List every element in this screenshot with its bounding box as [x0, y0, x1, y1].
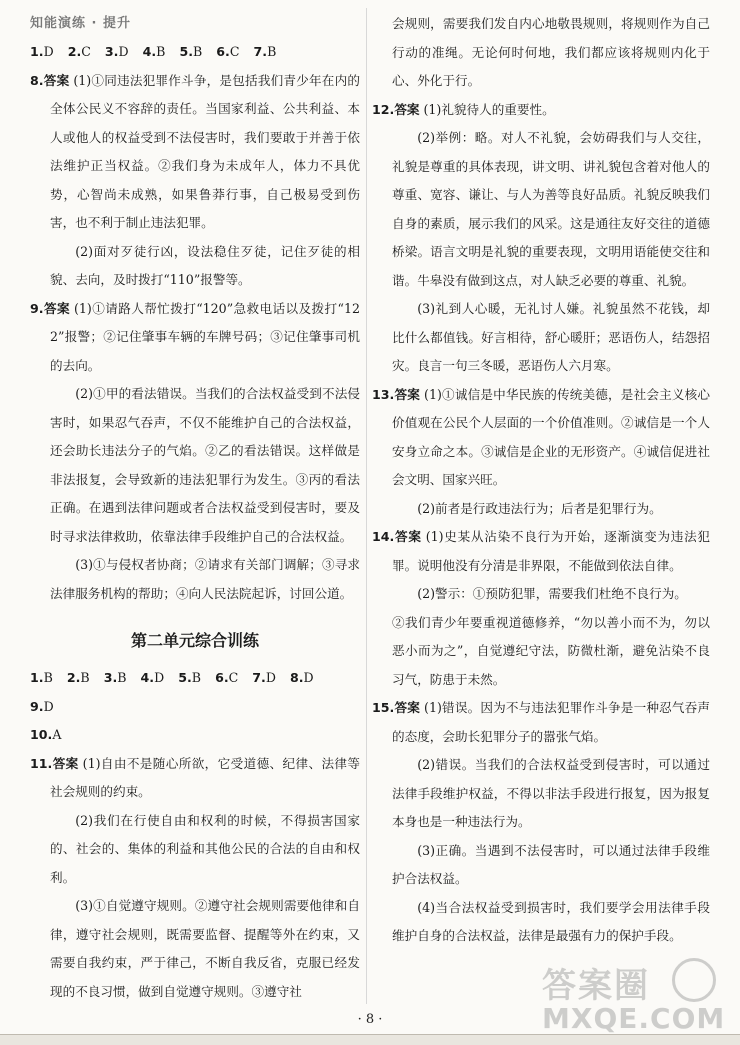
answer-label: 答案: [52, 755, 79, 771]
column-divider: [366, 8, 367, 1004]
mc-number: 5.: [179, 44, 193, 59]
mc-number: 5.: [178, 670, 192, 685]
q15-part2: (2)错误。当我们的合法权益受到侵害时，可以通过法律手段维护权益，不得以非法手段进行报复，因为报复本身也是一种违法行为。: [392, 757, 710, 829]
q8-part2: (2)面对歹徒行凶，设法稳住歹徒，记住歹徒的相貌、去向，及时拨打“110”报警等。: [50, 243, 360, 287]
answer-text: (1)史某从沾染不良行为开始，逐渐演变为违法犯罪。说明他没有分清是非界限，不能做到依法自律。: [392, 529, 711, 573]
mc-answer: A: [52, 727, 62, 742]
q11-answer: [30, 750, 360, 807]
answer-text: (1)①同违法犯罪作斗争，是包括我们青少年在内的全体公民义不容辞的责任。当国家利益、公共利益、本人或他人的权益受到不法侵害时，我们要敢于并善于依法维护正当权益。②我们身为未成年人，体力不具优势，心智尚未成熟，如果鲁莽行事，自己极易受到伤害，也不利于制止违法犯罪。: [50, 72, 361, 230]
question-number: 9.: [30, 300, 44, 316]
q11-part3: (3)①自觉遵守规则。②遵守社会规则需要他律和自律，遵守社会规则，既需要监督、提醒等外在约束，又需要自我约束，严于律己，不断自我反省，克服已经发现的不良习惯，做到自觉遵守规则。③遵守社: [50, 898, 360, 999]
q15-part3: (3)正确。当遇到不法侵害时，可以通过法律手段维护合法权益。: [392, 842, 710, 886]
right-column: [372, 10, 710, 951]
mc-number: 7.: [252, 670, 266, 685]
answer-label: 答案: [394, 529, 422, 544]
q8-answer: [30, 67, 360, 238]
mc-number: 1.: [30, 44, 44, 59]
mc-number: 3.: [104, 44, 119, 59]
mc-answer: C: [81, 44, 91, 59]
answer-text: (1)自由不是随心所欲，它受道德、纪律、法律等社会规则的约束。: [50, 755, 361, 799]
watermark-stamp-icon: [672, 958, 716, 1002]
section-heading: 知能演练 · 提升: [30, 16, 131, 31]
answer-text: (1)①诚信是中华民族的传统美德，是社会主义核心价值观在公民个人层面的一个价值准则。②诚信是一个人安身立命之本。③诚信是企业的无形资产。④诚信促进社会文明、国家兴旺。: [392, 386, 711, 487]
mc-answer: B: [156, 44, 166, 59]
mc-number: 8.: [289, 670, 304, 685]
mc-number: 6.: [215, 670, 229, 685]
mc-number: 3.: [103, 670, 118, 685]
answer-label: 答案: [394, 101, 420, 117]
mc-number: 7.: [253, 44, 268, 59]
question-number: 14.: [372, 529, 395, 544]
mc-answer: D: [43, 44, 54, 59]
mc-answer: B: [193, 44, 203, 59]
mc-number: 6.: [216, 44, 230, 59]
mc-number: 1.: [30, 670, 44, 685]
q11-part2: (2)我们在行使自由和权利的时候，不得损害国家的、社会的、集体的利益和其他公民的合法的自由和权利。: [50, 812, 360, 885]
watermark-text: 答案圈: [542, 966, 650, 1006]
mc-answers-2: [30, 664, 360, 721]
mc-answer: B: [191, 670, 202, 685]
q11-continued: 会规则，需要我们发自内心地敬畏规则，将规则作为自己行动的准绳。无论何时何地，我们都应该将规则内化于心、外化于行。: [392, 16, 710, 88]
mc-answer: B: [43, 670, 53, 685]
q15-answer: [372, 694, 710, 751]
answer-text: (1)①请路人帮忙拨打“120”急救电话以及拨打“122”报警；②记住肇事车辆的车牌号码；③记住肇事司机的去向。: [50, 300, 360, 373]
question-number: 13.: [372, 386, 395, 402]
mc-number: 2.: [67, 44, 82, 59]
left-column: [30, 10, 360, 1006]
mc-answer: B: [117, 670, 127, 685]
answer-text: (1)礼貌待人的重要性。: [423, 101, 555, 117]
q12-part2: (2)举例：略。对人不礼貌，会妨碍我们与人交往，礼貌是尊重的具体表现，讲文明、讲礼貌包含着对他人的尊重、宽容、谦让、与人为善等良好品质。礼貌反映我们自身的素质，展示我们的风采。这是通往友好交往的道德桥梁。语言文明是礼貌的重要表现，文明用语能使交往和谐。牛皋没有做到这点，对人缺乏必要的尊重、礼貌。: [392, 130, 710, 288]
q13-part2: (2)前者是行政违法行为；后者是犯罪行为。: [417, 500, 662, 516]
answer-label: 答案: [43, 300, 70, 316]
q14-answer: [372, 523, 710, 580]
question-number: 12.: [372, 101, 395, 117]
mc-number: 4.: [140, 670, 155, 685]
answer-label: 答案: [43, 72, 70, 88]
mc-answer: D: [265, 670, 276, 685]
question-number: 11.: [30, 755, 53, 771]
mc-answer: D: [303, 670, 314, 685]
mc-number: 10.: [30, 727, 53, 742]
unit-title: 第二单元综合训练: [130, 631, 259, 650]
q12-answer: [372, 96, 710, 125]
q12-part3: (3)礼到人心暖，无礼讨人嫌。礼貌虽然不花钱，却比什么都值钱。好言相待，舒心暖肝；恶语伤人，结怨招灾。良言一句三冬暖，恶语伤人六月寒。: [392, 301, 710, 373]
mc-number: 2.: [66, 670, 81, 685]
mc-answer: D: [118, 44, 129, 59]
answer-text: (1)错误。因为不与违法犯罪作斗争是一种忍气吞声的态度，会助长犯罪分子的嚣张气焰。: [392, 700, 711, 744]
mc-answer: C: [229, 44, 240, 59]
q9-part3: (3)①与侵权者协商；②请求有关部门调解；③寻求法律服务机构的帮助；④向人民法院起诉，讨回公道。: [50, 557, 360, 601]
mc-answer: D: [43, 698, 54, 714]
watermark-logo: [542, 958, 726, 1038]
question-number: 15.: [372, 700, 395, 715]
mc-answer: C: [228, 670, 239, 685]
page-number: · 8 ·: [357, 1012, 383, 1027]
q14-part3: ②我们青少年要重视道德修养，“勿以善小而不为，勿以恶小而为之”，自觉遵纪守法，防微杜渐，避免沾染不良习气，防患于未然。: [392, 614, 710, 687]
mc-answer: B: [267, 44, 277, 59]
mc-answer: D: [154, 670, 165, 685]
mc-answer: B: [80, 670, 90, 685]
q9-part2: (2)①甲的看法错误。当我们的合法权益受到不法侵害时，如果忍气吞声，不仅不能维护自己的合法权益，还会助长违法分子的气焰。②乙的看法错误。这样做是非法报复，会导致新的违法犯罪行为发生。③丙的看法正确。在遇到法律问题或者合法权益受到侵害时，要及时寻求法律救助，依靠法律手段维护自己的合法权益。: [50, 386, 360, 544]
q13-answer: [372, 381, 710, 495]
watermark-url: MXQE.COM: [542, 1002, 726, 1035]
q14-part2: (2)警示：①预防犯罪，需要我们杜绝不良行为。: [417, 586, 687, 601]
q9-answer: [30, 295, 360, 381]
mc-answers-1: [30, 38, 360, 67]
mc-number: 4.: [142, 44, 157, 59]
mc-answers-3: [30, 721, 360, 750]
answer-label: 答案: [394, 700, 421, 715]
q15-part4: (4)当合法权益受到损害时，我们要学会用法律手段维护自身的合法权益，法律是最强有力的保护手段。: [392, 899, 710, 943]
mc-number: 9.: [30, 698, 44, 714]
question-number: 8.: [30, 72, 44, 88]
answer-label: 答案: [394, 386, 421, 402]
